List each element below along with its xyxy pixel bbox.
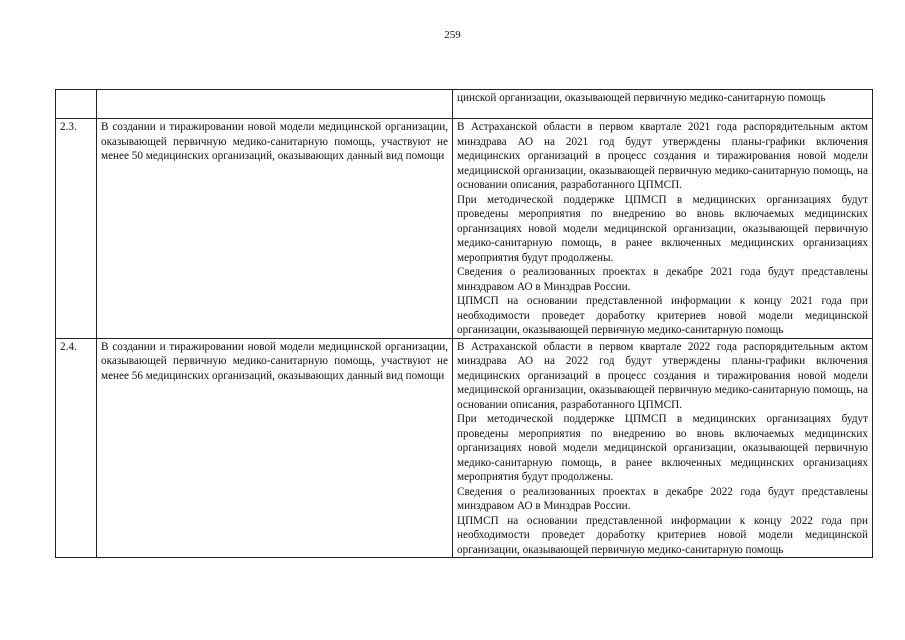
description-paragraph: В Астраханской области в первом квартале 2022 года распорядительным актом минздрава АО на 2022 год будут утверждены планы-графики включения медицинских организаций в процесс создания и тиражирования новой модели медицинской организации, оказывающей первичную медико-санитарную помощь, на основании описания, разработанного ЦПМСП. [457,340,868,411]
measures-table [55,89,873,558]
description-paragraph: Сведения о реализованных проектах в декабре 2022 года будут представлены минздравом АО в Минздрав России. [457,485,868,512]
description-paragraph: цинской организации, оказывающей первичную медико-санитарную помощь [457,92,826,104]
description-paragraph: При методической поддержке ЦПМСП в медицинских организациях будут проведены мероприятия по внедрению во вновь включаемых медицинских организациях новой модели медицинской организации, оказывающей первичную медико-санитарную помощь, в ранее включенных медицинских организациях мероприятия будут продолжены. [457,193,868,264]
table-row [56,338,873,558]
description-cell [453,338,873,558]
row-number-cell [56,90,97,119]
table-row [56,119,873,339]
goal-cell [97,90,453,119]
goal-cell [97,119,453,339]
description-paragraph: При методической поддержке ЦПМСП в медицинских организациях будут проведены мероприятия по внедрению во вновь включаемых медицинских организациях новой модели медицинской организации, оказывающей первичную медико-санитарную помощь, в ранее включенных медицинских организациях мероприятия будут продолжены. [457,413,868,483]
table-row [56,90,873,119]
description-paragraph: Сведения о реализованных проектах в декабре 2021 года будут представлены минздравом АО в Минздрав России. [457,266,868,293]
goal-text: В создании и тиражировании новой модели медицинской организации, оказывающей первичную медико-санитарную помощь, участвуют не менее 56 медицинских организаций, оказывающих данный вид помощи [101,340,448,382]
page-number: 259 [444,29,461,41]
description-cell [453,119,873,339]
description-paragraph: ЦПМСП на основании представленной информации к концу 2021 года при необходимости проведет доработку критериев новой модели медицинской организации, оказывающей первичную медико-санитарную помощь [457,295,868,336]
description-cell [453,90,873,119]
row-number-cell: 2.4. [56,338,97,558]
description-paragraph: В Астраханской области в первом квартале 2021 года распорядительным актом минздрава АО на 2021 год будут утверждены планы-графики включения медицинских организаций в процесс создания и тиражирования новой модели медицинской организации, оказывающей первичную медико-санитарную помощь, на основании описания, разработанного ЦПМСП. [457,121,868,191]
goal-cell [97,338,453,558]
row-number-cell: 2.3. [56,119,97,339]
description-paragraph: ЦПМСП на основании представленной информации к концу 2022 года при необходимости проведет доработку критериев новой модели медицинской организации, оказывающей первичную медико-санитарную помощь [457,514,868,556]
goal-text: В создании и тиражировании новой модели медицинской организации, оказывающей первичную медико-санитарную помощь, участвуют не менее 50 медицинских организаций, оказывающих данный вид помощи [101,121,448,162]
